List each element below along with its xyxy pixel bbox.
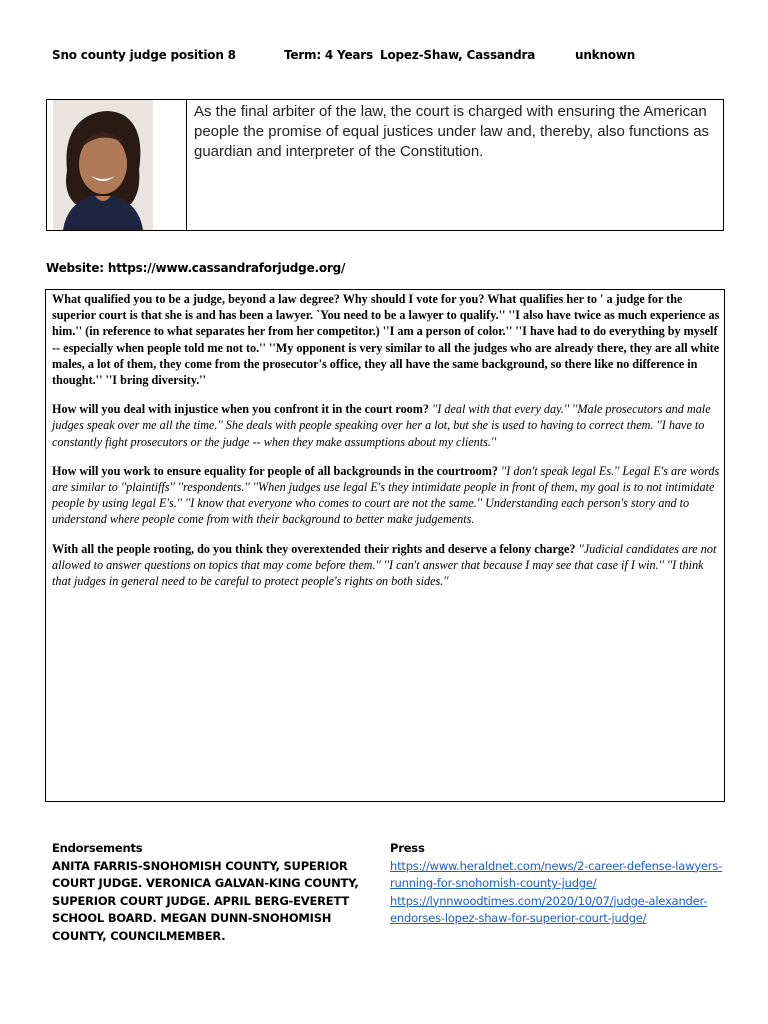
- qa-section: [45, 289, 725, 802]
- position-label: Sno county judge position 8: [52, 48, 236, 62]
- qa-answer: ''Judicial candidates are not allowed to answer questions on topics that may come before them.'' ''I can't answer that because I may see that case if I win.'' ''I think that judges in general need to be careful to protect people's rights on both sides.'': [52, 541, 717, 589]
- qa-answer: ''I deal with that every day.'' ''Male prosecutors and male judges speak over me all the time.'' She deals with people speaking over her a lot, but she is used to having to correct them. ''I have to constantly fight prosecutors or the judge -- when they make assumptions about my clients.'': [52, 402, 711, 449]
- qa-item: [52, 541, 720, 590]
- photo-cell: [47, 100, 187, 230]
- qa-question: With all the people rooting, do you think they overextended their rights and deserve a felony charge?: [52, 541, 576, 556]
- qa-question: What qualified you to be a judge, beyond a law degree? Why should I vote for you? What qualifies her to ' a judge for the superior court is that she is and has been a lawyer. `You need to be a lawyer to qualify.'' ''I also have twice as much experience as him.'' (in reference to what separates her from her competitor.) ''I am a person of color.'' ''I have had to do everything by myself -- especially when people told me not to.'' ''My opponent is very similar to all the judges who are already there, they are all white males, a lot of them, they come from the prosecutor's office, they all have the same background, so there like no difference in thought.'' ''I bring diversity.'': [52, 292, 720, 388]
- press-title: Press: [390, 841, 425, 855]
- qa-item: [52, 401, 720, 450]
- qa-item: [52, 291, 720, 388]
- qa-answer: ''I don't speak legal Es.'' Legal E's are words are similar to ''plaintiffs'' ''respondents.'' ''When judges use legal E's they intimidate people in front of them, my goal is to not intimidate people by using legal E's.'' ''I know that everyone who comes to court are not the same.'' Understanding each person's story and to understand where people come from with their background to better make judgements.: [52, 463, 720, 527]
- candidate-name: Lopez-Shaw, Cassandra: [380, 48, 536, 62]
- judicial-quote: As the final arbiter of the law, the court is charged with ensuring the American people the promise of equal justices under law and, thereby, also functions as guardian and interpreter of the Constitution.: [194, 103, 710, 160]
- endorsements-section: [52, 840, 382, 945]
- press-link-heraldnet[interactable]: https://www.heraldnet.com/news/2-career-defense-lawyers-running-for-snohomish-county-judge/: [390, 858, 723, 890]
- term-label: Term: 4 Years: [284, 48, 373, 62]
- endorsements-title: Endorsements: [52, 841, 143, 855]
- qa-question: How will you work to ensure equality for people of all backgrounds in the courtroom?: [52, 463, 498, 478]
- press-link-lynnwoodtimes[interactable]: https://lynnwoodtimes.com/2020/10/07/judge-alexander-endorses-lopez-shaw-for-superior-court-judge/: [390, 893, 708, 925]
- status-label: unknown: [575, 48, 636, 62]
- press-section: [390, 840, 730, 928]
- qa-item: [52, 463, 720, 528]
- endorsements-text: ANITA FARRIS-SNOHOMISH COUNTY, SUPERIOR COURT JUDGE. VERONICA GALVAN-KING COUNTY, SUPERIOR COURT JUDGE. APRIL BERG-EVERETT SCHOOL BOARD. MEGAN DUNN-SNOHOMISH COUNTY, COUNCILMEMBER.: [52, 858, 359, 943]
- candidate-photo: [53, 100, 153, 230]
- qa-question: How will you deal with injustice when you confront it in the court room?: [52, 402, 430, 417]
- website-link[interactable]: Website: https://www.cassandraforjudge.org/: [46, 261, 346, 275]
- candidate-summary-box: [46, 99, 724, 231]
